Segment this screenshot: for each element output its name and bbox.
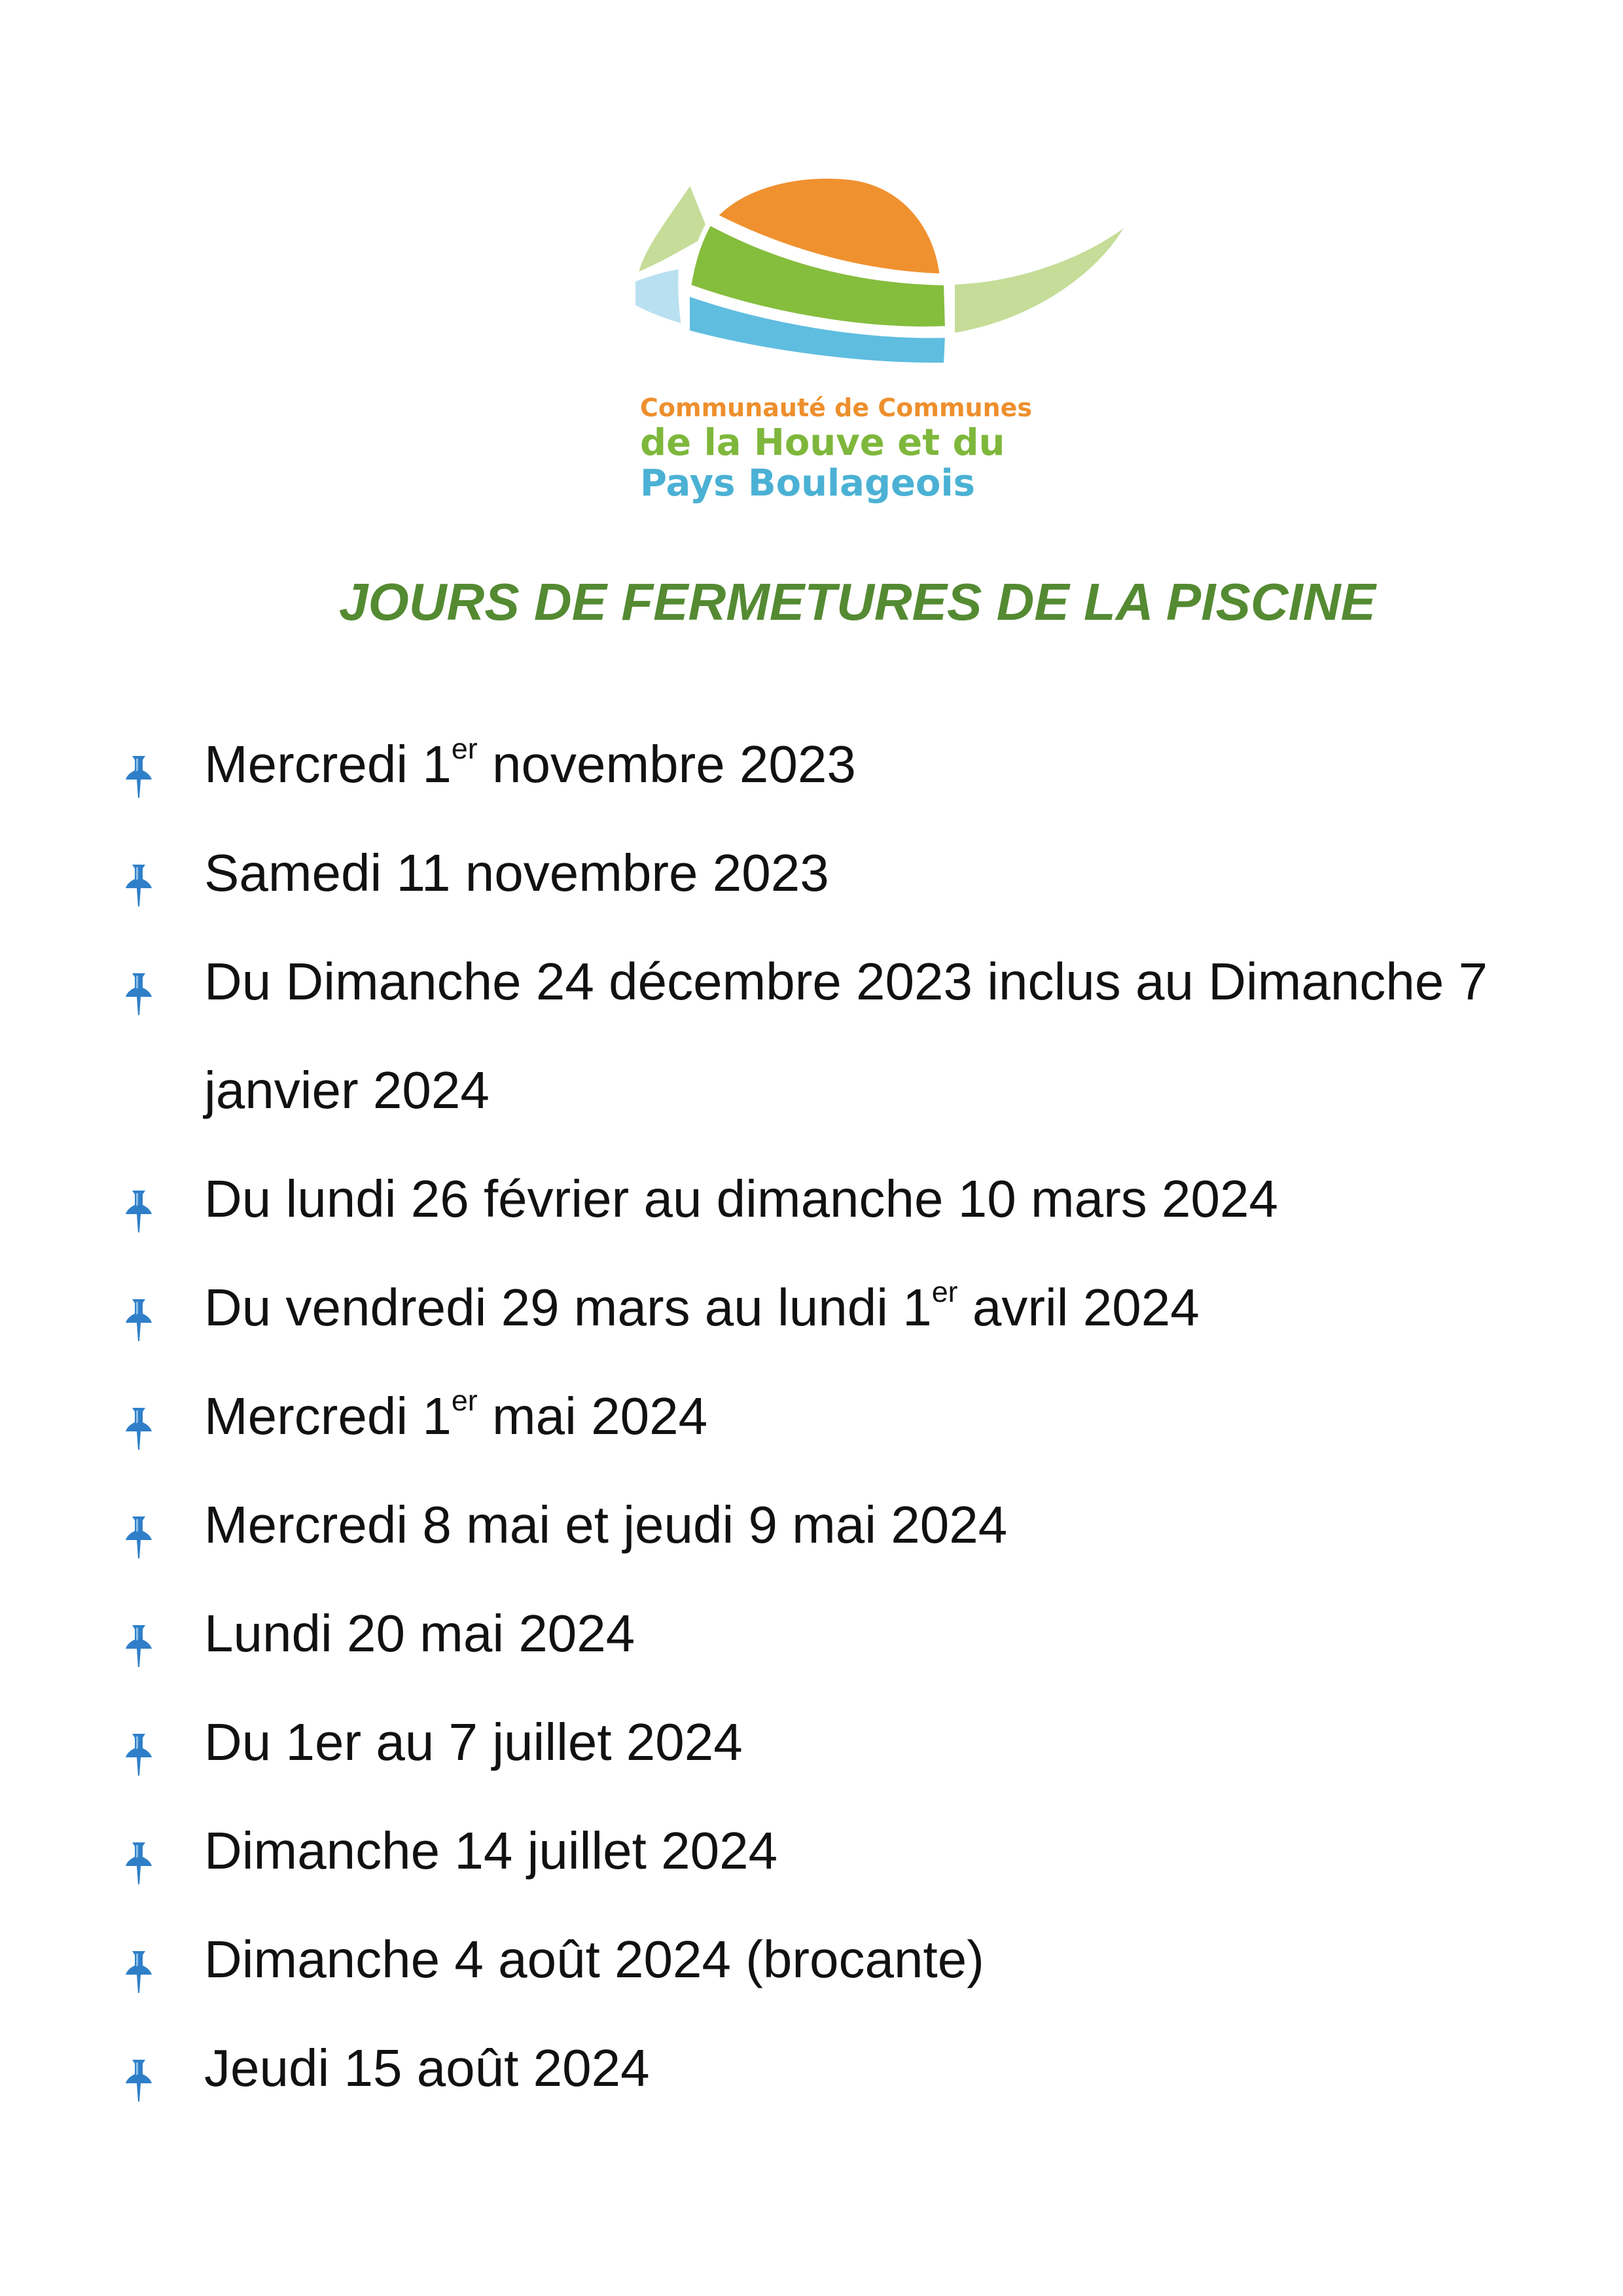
closure-text: Du 1er au 7 juillet 2024: [204, 1713, 743, 1771]
closure-item: [0, 710, 1623, 819]
closure-item: [0, 819, 1623, 927]
closure-item: [0, 1362, 1623, 1471]
closure-text-rest: mai 2024: [477, 1387, 708, 1445]
closure-text: Du Dimanche 24 décembre 2023 inclus au Dimanche 7 janvier 2024: [204, 952, 1488, 1119]
ordinal-suffix: er: [451, 732, 478, 766]
logo-line-3: Pays Boulageois: [640, 462, 976, 505]
closure-text: Du vendredi 29 mars au lundi 1: [204, 1278, 932, 1336]
closure-item: [0, 927, 1623, 1145]
pushpin-icon: [120, 1598, 154, 1643]
closure-list: [0, 710, 1623, 2123]
pushpin-icon: [120, 1272, 154, 1318]
closure-item: [0, 1905, 1623, 2014]
closure-text: Samedi 11 novembre 2023: [204, 844, 829, 902]
closure-item: [0, 1253, 1623, 1362]
pushpin-icon: [120, 1706, 154, 1752]
closure-item: [0, 1471, 1623, 1579]
logo-text: [640, 393, 1032, 504]
closure-text: Mercredi 1: [204, 735, 452, 793]
logo-graphic: [589, 157, 1152, 393]
community-logo: [589, 157, 1152, 511]
ordinal-suffix: er: [931, 1276, 958, 1309]
closure-text-rest: avril 2024: [957, 1278, 1200, 1336]
closure-text: Mercredi 8 mai et jeudi 9 mai 2024: [204, 1496, 1008, 1554]
closure-text: Lundi 20 mai 2024: [204, 1604, 635, 1662]
logo-line-1: Communauté de Communes: [640, 393, 1033, 422]
closure-text: Mercredi 1: [204, 1387, 452, 1445]
pushpin-icon: [120, 1815, 154, 1861]
pushpin-icon: [120, 1924, 154, 1969]
closure-item: [0, 1797, 1623, 1905]
logo-line-2: de la Houve et du: [640, 422, 1005, 464]
closure-item: [0, 2014, 1623, 2123]
closure-text: Dimanche 4 août 2024 (brocante): [204, 1930, 984, 1988]
closure-text-rest: novembre 2023: [477, 735, 856, 793]
pushpin-icon: [120, 1380, 154, 1426]
closure-item: [0, 1579, 1623, 1688]
pushpin-icon: [120, 1163, 154, 1209]
closure-text: Du lundi 26 février au dimanche 10 mars 2024: [204, 1170, 1278, 1228]
pushpin-icon: [120, 2032, 154, 2078]
ordinal-suffix: er: [451, 1384, 478, 1418]
closure-item: [0, 1688, 1623, 1797]
pushpin-icon: [120, 946, 154, 992]
page-title: JOURS DE FERMETURES DE LA PISCINE: [339, 573, 1376, 631]
pushpin-icon: [120, 1489, 154, 1535]
closure-text: Jeudi 15 août 2024: [204, 2039, 650, 2097]
closure-item: [0, 1145, 1623, 1253]
pushpin-icon: [120, 728, 154, 774]
closure-text: Dimanche 14 juillet 2024: [204, 1821, 778, 1880]
pushpin-icon: [120, 837, 154, 883]
